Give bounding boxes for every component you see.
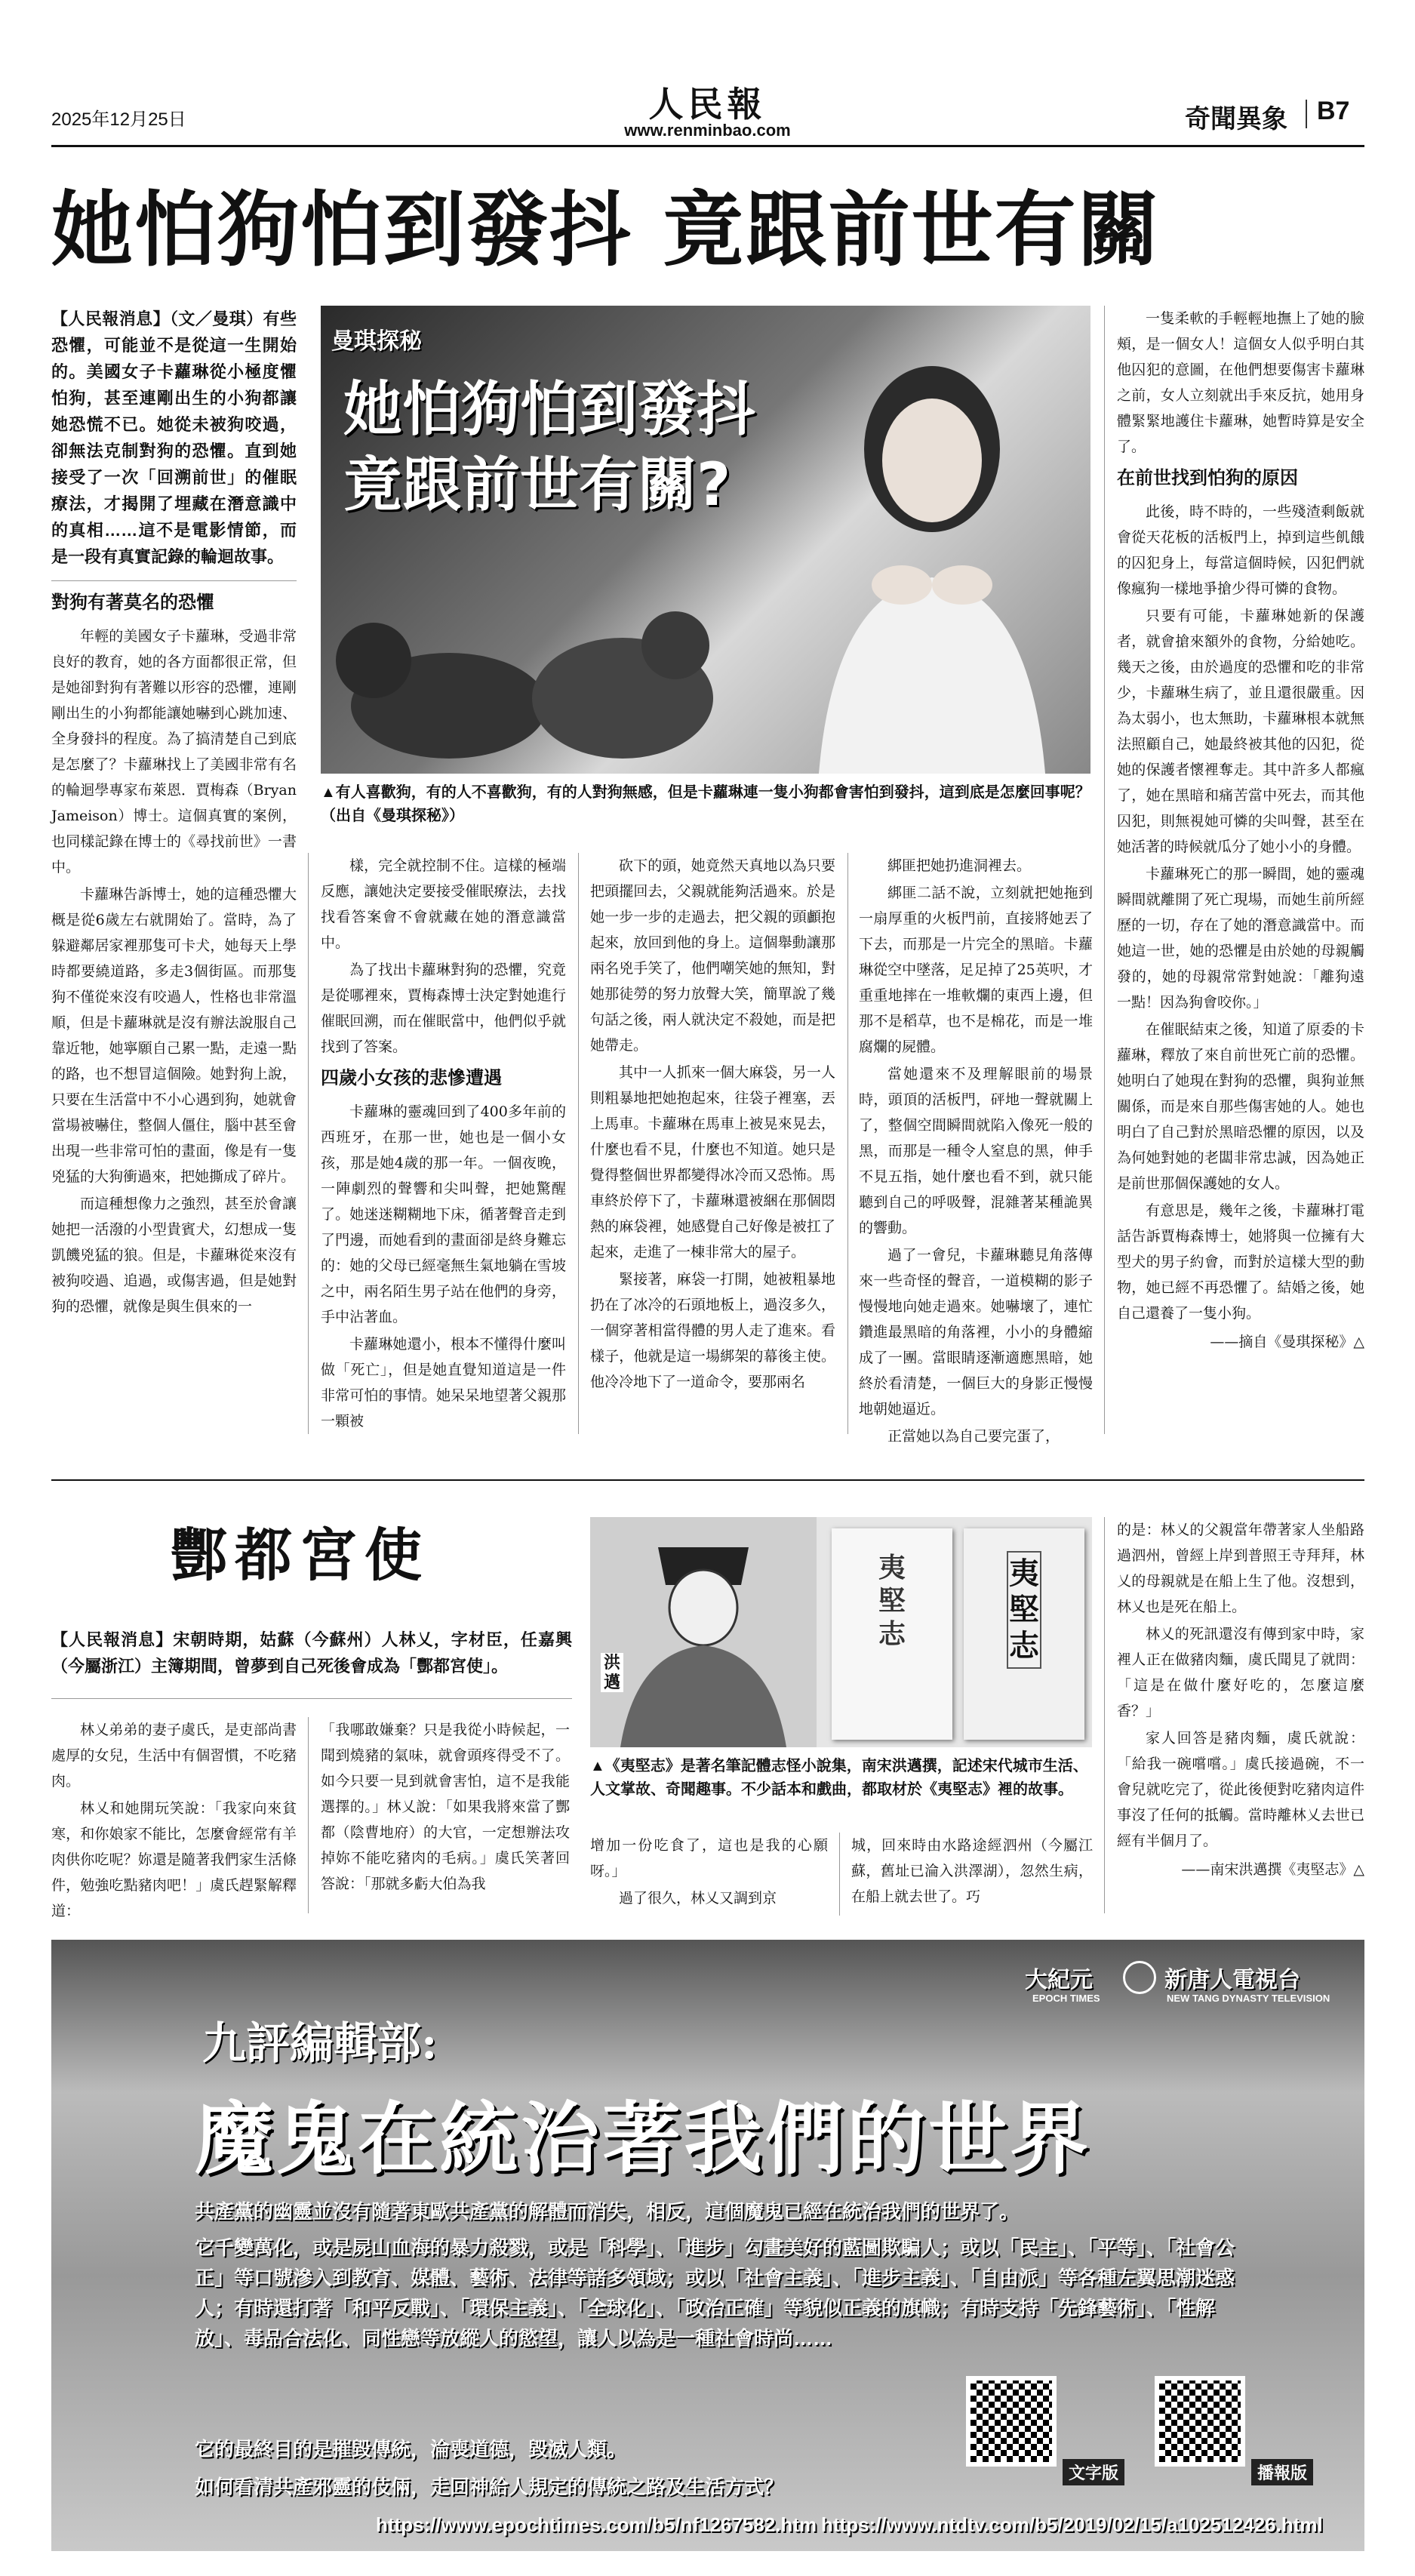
article1-photo [321,306,1090,774]
paragraph: 的是：林乂的父親當年帶著家人坐船路過泗州，曾經上岸到普照王寺拜拜，林乂的母親就是在船上生了他。沒想到，林乂也是死在船上。 [1117,1522,1364,1615]
header-divider [1306,100,1307,128]
column-rule [1104,1517,1105,1913]
qr-code-broadcast-version[interactable] [1155,2376,1245,2467]
paragraph: 增加一份吃食了，這也是我的心願呀。」 [590,1837,828,1879]
paragraph: 一隻柔軟的手輕輕地撫上了她的臉頰，是一個女人！這個女人似乎明白其他囚犯的意圖，在他們想要傷害卡蘿琳之前，女人立刻就出手來反抗，她用身體緊緊地護住卡蘿琳，她暫時算是安全了。 [1117,310,1364,455]
article1-column-3 [590,853,835,1395]
article1-byline: ——摘自《曼琪探秘》△ [1210,1334,1364,1350]
book-cover-1 [832,1528,952,1740]
paragraph: 林乂和她開玩笑說：「我家向來貧寒，和你娘家不能比，怎麼會經常有羊肉供你吃呢？妳還是隨著我們家生活條件，勉強吃點豬肉吧！」虞氏趕緊解釋道： [51,1800,297,1919]
lead-divider [51,1698,572,1699]
article1-left-column [51,306,297,1319]
newspaper-logo: 人民報 [648,84,767,125]
book-title-1: 夷堅志 [878,1552,906,1650]
article2-lead: 【人民報消息】宋朝時期，姑蘇（今蘇州）人林乂，字材臣，任嘉興（今屬浙江）主簿期間，曾夢到自己死後會成為「酆都宮使」。 [51,1630,572,1676]
paragraph: 過了很久，林乂又調到京 [619,1890,777,1907]
paragraph: 卡蘿琳她還小，根本不懂得什麼叫做「死亡」，但是她直覺知道這是一件非常可怕的事情。她呆呆地望著父親那一顆被 [321,1336,566,1430]
paragraph: 過了一會兒，卡蘿琳聽見角落傳來一些奇怪的聲音，一道模糊的影子慢慢地向她走過來。她嚇壞了，連忙鑽進最黑暗的角落裡，小小的身體縮成了一團。當眼睛逐漸適應黑暗，她終於看清楚，一個巨大的身影正慢慢地朝她逼近。 [859,1247,1093,1417]
column-rule [578,853,579,1434]
paragraph: 卡蘿琳告訴博士，她的這種恐懼大概是從6歲左右就開始了。當時，為了躲避鄰居家裡那隻可卡犬，她每天上學時都要繞道路，多走3個街區。而那隻狗不僅從來沒有咬過人，性格也非常溫順，但是卡蘿琳就是沒有辦法說服自己靠近牠，她寧願自己累一點，走遠一點的路，也不想冒這個險。她對狗上說，只要在生活當中不小心遇到狗，她就會當場被嚇住，整個人僵住，腦中甚至會出現一些非常可怕的畫面，像是有一隻兇猛的大狗衝過來，把她撕成了碎片。 [51,886,297,1185]
article1-subhead-2: 四歲小女孩的悲慘遭遇 [321,1068,502,1088]
book-title-2: 夷堅志 [1007,1551,1041,1669]
article1-subhead-3: 在前世找到怕狗的原因 [1117,468,1298,488]
ad-headline: 魔鬼在統治著我們的世界 [195,2093,1092,2185]
column-rule [839,1833,840,1916]
paragraph: 緊接著，麻袋一打開，她被粗暴地扔在了冰冷的石頭地板上，過沒多久，一個穿著相當得體的男人走了進來。看樣子，他就是這一場綁架的幕後主使。他冷冷地下了一道命令，要那兩名 [590,1271,835,1390]
epoch-times-logo-en: EPOCH TIMES [1032,1993,1100,2004]
paragraph: 林乂的死訊還沒有傳到家中時，家裡人正在做豬肉麵，虞氏聞見了就問：「這是在做什麼好吃的，怎麼這麼香？」 [1117,1626,1364,1719]
lead-divider [51,580,297,581]
article-divider [51,1479,1364,1481]
ad-link-ntdtv[interactable]: https://www.ntdtv.com/b5/2019/02/15/a102512426.html [821,2513,1323,2536]
paragraph: 其中一人抓來一個大麻袋，另一人則粗暴地把她抱起來，往袋子裡塞，丟上馬車。卡蘿琳在馬車上被晃來晃去，什麼也看不見，什麼也不知道。她只是覺得整個世界都變得冰冷而又恐怖。馬車終於停下了，卡蘿琳還被綑在那個悶熱的麻袋裡，她感覺自己好像是被扛了起來，走進了一棟非常大的屋子。 [590,1064,835,1260]
article1-subhead-1: 對狗有著莫名的恐懼 [51,592,214,613]
paragraph: 而這種想像力之強烈，甚至於會讓她把一活潑的小型貴賓犬，幻想成一隻凱饑兇猛的狼。但是，卡蘿琳從來沒有被狗咬過、追過，或傷害過，但是她對狗的恐懼，就像是與生俱來的一 [51,1196,297,1315]
issue-date: 2025年12月25日 [51,109,186,130]
paragraph: 卡蘿琳死亡的那一瞬間，她的靈魂瞬間就離開了死亡現場，而她生前所經歷的一切，存在了她的潛意識當中。而她這一世，她的恐懼是由於她的母親觸發的，她的母親常常對她說：「離狗遠一點！因為狗會咬你。」 [1117,866,1364,1011]
article1-lead: 【人民報消息】（文／曼琪）有些恐懼，可能並不是從這一生開始的。美國女子卡蘿琳從小極度懼怕狗，甚至連剛出生的小狗都讓她恐慌不已。她從未被狗咬過，卻無法克制對狗的恐懼。直到她接受了一次「回溯前世」的催眠療法，才揭開了埋藏在潛意識中的真相……這不是電影情節，而是一段有真實記錄的輪迴故事。 [51,309,297,566]
photo-title-line2: 竟跟前世有關? [343,451,731,519]
ntd-logo-en: NEW TANG DYNASTY TELEVISION [1167,1993,1330,2004]
qr-label-text-version: 文字版 [1063,2459,1124,2485]
paragraph: 綁匪把她扔進洞裡去。 [887,857,1032,874]
column-rule [308,1717,309,1913]
article2-column-5 [1117,1517,1364,1882]
ntd-logo: 新唐人電視台 [1164,1967,1300,1993]
article2-column-3 [590,1833,828,1911]
article2-byline: ——南宋洪邁撰《夷堅志》△ [1181,1861,1364,1878]
paragraph: 正當她以為自己要完蛋了， [887,1428,1060,1445]
article2-title: 酆都宮使 [170,1522,429,1589]
page-number: B7 [1317,97,1350,125]
article2-column-4 [851,1833,1093,1910]
dog-silhouette-icon [321,577,743,774]
book-cover-2 [964,1528,1084,1740]
header-rule [51,145,1364,147]
figure-label: 洪邁 [601,1653,623,1692]
ad-paragraph: 如何看清共產邪靈的伎倆，走回神給人規定的傳統之路及生活方式？ [195,2476,784,2498]
column-rule [847,853,848,1434]
paragraph: 林乂弟弟的妻子虞氏，是吏部尚書處厚的女兒，生活中有個習慣，不吃豬肉。 [51,1722,297,1790]
newspaper-url[interactable]: www.renminbao.com [624,121,791,140]
qr-label-broadcast-version: 播報版 [1251,2459,1313,2485]
article1-headline: 她怕狗怕到發抖 竟跟前世有關 [51,183,1161,278]
ad-paragraph: 它千變萬化，或是屍山血海的暴力殺戮，或是「科學」、「進步」勾畫美好的藍圖欺騙人；或以「民主」、「平等」、「社會公正」等口號滲入到教育、媒體、藝術、法律等諸多領域；或以「社會主義」、「進步主義」、「自由派」等各種左翼思潮迷惑人；有時還打著「和平反戰」、「環保主義」、「全球化」、「政治正確」等貌似正義的旗幟；有時支持「先鋒藝術」、「性解放」、毒品合法化、同性戀等放縱人的慾望，讓人以為是一種社會時尚…… [195,2236,1235,2350]
article2-illustration [590,1517,1092,1747]
ad-editorial-label: 九評編輯部: [202,2017,438,2069]
paragraph: 卡蘿琳的靈魂回到了400多年前的西班牙，在那一世，她也是一個小女孩，那是她4歲的那一年。一個夜晚，一陣劇烈的聲響和尖叫聲，把她驚醒了。她迷迷糊糊地下床，循著聲音走到了門邊，而她看到的畫面卻是終身難忘的：她的父母已經毫無生氣地躺在雪坡之中，兩名陌生男子站在他們的身旁，手中沾著血。 [321,1103,566,1325]
article1-photo-caption: ▲有人喜歡狗，有的人不喜歡狗，有的人對狗無感，但是卡蘿琳連一隻小狗都會害怕到發抖，這到底是怎麼回事呢？（出自《曼琪探秘》） [321,784,1090,824]
photo-title-line1: 她怕狗怕到發抖 [343,376,756,444]
epoch-times-logo: 大紀元 [1025,1967,1093,1993]
paragraph: 為了找出卡蘿琳對狗的恐懼，究竟是從哪裡來，賈梅森博士決定對她進行催眠回溯，而在催眠當中，他們似乎就找到了答案。 [321,962,566,1055]
paragraph: 綁匪二話不說，立刻就把她拖到一扇厚重的火板門前，直接將她丟了下去，而那是一片完全的黑暗。卡蘿琳從空中墜落，足足掉了25英呎，才重重地摔在一堆軟爛的東西上邊，但那不是稻草，也不是棉花，而是一堆腐爛的屍體。 [859,885,1093,1055]
scholar-portrait-icon [590,1517,817,1747]
qr-code-text-version[interactable] [966,2376,1057,2467]
section-name: 奇聞異象 [1185,104,1287,134]
paragraph: 只要有可能，卡蘿琳她新的保護者，就會搶來額外的食物，分給她吃。幾天之後，由於過度的恐懼和吃的非常少，卡蘿琳生病了，並且還很嚴重。因為太弱小，也太無助，卡蘿琳根本就無法照顧自己，她最終被其他的囚犯，從她的保護者懷裡奪走。其中許多人都瘋了，她在黑暗和痛苦當中死去，而其他囚犯，則無視她可憐的尖叫聲，甚至在她活著的時候就瓜分了她小小的身體。 [1117,608,1364,855]
paragraph: 城，回來時由水路途經泗州（今屬江蘇，舊址已淪入洪澤湖），忽然生病，在船上就去世了。巧 [851,1837,1093,1905]
column-rule [308,853,309,1434]
paragraph: 年輕的美國女子卡蘿琳，受過非常良好的教育，她的各方面都很正常，但是她卻對狗有著難以形容的恐懼，連剛剛出生的小狗都能讓她嚇到心跳加速、全身發抖的程度。為了搞清楚自己到底是怎麼了？卡蘿琳找上了美國非常有名的輪迴學專家布萊恩．賈梅森（Bryan Jameison）博士。這個真實的案例，也同樣記錄在博士的《尋找前世》一書中。 [51,628,297,876]
paragraph: 當她還來不及理解眼前的場景時，頭頂的活板門，砰地一聲就關上了，整個空間瞬間就陷入像死一般的黑，而那是一種令人窒息的黑，伸手不見五指，她什麼也看不到，就只能聽到自己的呼吸聲，混雜著某種詭異的響動。 [859,1066,1093,1236]
article1-column-2 [321,853,566,1434]
paragraph: 此後，時不時的，一些殘渣剩飯就會從天花板的活板門上，掉到這些飢餓的囚犯身上，每當這個時候，囚犯們就像瘋狗一樣地爭搶少得可憐的食物。 [1117,503,1364,597]
ad-paragraph: 共產黨的幽靈並沒有隨著東歐共產黨的解體而消失，相反，這個魔鬼已經在統治我們的世界了。 [195,2200,1020,2223]
article2-column-1 [51,1717,297,1924]
paragraph: 砍下的頭，她竟然天真地以為只要把頭擺回去，父親就能夠活過來。於是她一步一步的走過去，把父親的頭顱抱起來，放回到他的身上。這個舉動讓那兩名兇手笑了，他們嘲笑她的無知，對她那徒勞的努力放聲大笑，簡單說了幾句話之後，兩人就決定不殺她，而是把她帶走。 [590,857,835,1054]
article1-column-4 [859,853,1093,1449]
advertisement-banner [51,1940,1364,2551]
presenter-portrait-icon [789,336,1075,774]
article2-column-2 [321,1717,570,1897]
paragraph: 家人回答是豬肉麵，虞氏就說：「給我一碗嚐嚐。」虞氏接過碗，不一會兒就吃完了，從此後便對吃豬肉這件事沒了任何的抵觸。當時離林乂去世已經有半個月了。 [1117,1730,1364,1849]
ad-body [195,2196,1251,2353]
article1-column-5 [1117,306,1364,1355]
paragraph: 樣，完全就控制不住。這樣的極端反應，讓她決定要接受催眠療法，去找找看答案會不會就藏在她的潛意識當中。 [321,857,566,951]
column-rule [1104,306,1105,1434]
paragraph: 有意思是，幾年之後，卡蘿琳打電話告訴賈梅森博士，她將與一位擁有大型犬的男子約會，而對於這樣大型的動物，她已經不再恐懼了。結婚之後，她自己還養了一隻小狗。 [1117,1202,1364,1322]
photo-brand: 曼琪探秘 [331,328,422,355]
ad-paragraph: 它的最終目的是摧毀傳統，淪喪道德，毀滅人類。 [195,2438,627,2461]
paragraph: 「我哪敢嫌棄？只是我從小時候起，一聞到燒豬的氣味，就會頭疼得受不了。如今只要一見到就會害怕，這不是我能選擇的。」林乂說：「如果我將來當了酆都（陰曹地府）的大官，一定想辦法攻掉妳不能吃豬肉的毛病。」虞氏笑著回答說：「那就多虧大伯為我 [321,1722,570,1892]
paragraph: 在催眠結束之後，知道了原委的卡蘿琳，釋放了來自前世死亡前的恐懼。她明白了她現在對狗的恐懼，與狗並無關係，而是來自那些傷害她的人。她也明白了自己對於黑暗恐懼的原因，以及為何她對她的老闆非常忠誠，因為她正是前世那個保護她的女人。 [1117,1021,1364,1192]
ntd-emblem-icon [1123,1961,1156,1994]
article2-image-caption: ▲《夷堅志》是著名筆記體志怪小說集，南宋洪邁撰，記述宋代城市生活、人文掌故、奇聞趣事。不少話本和戲曲，都取材於《夷堅志》裡的故事。 [590,1758,1088,1798]
ad-link-epochtimes[interactable]: https://www.epochtimes.com/b5/nf1267582.htm [376,2513,817,2536]
